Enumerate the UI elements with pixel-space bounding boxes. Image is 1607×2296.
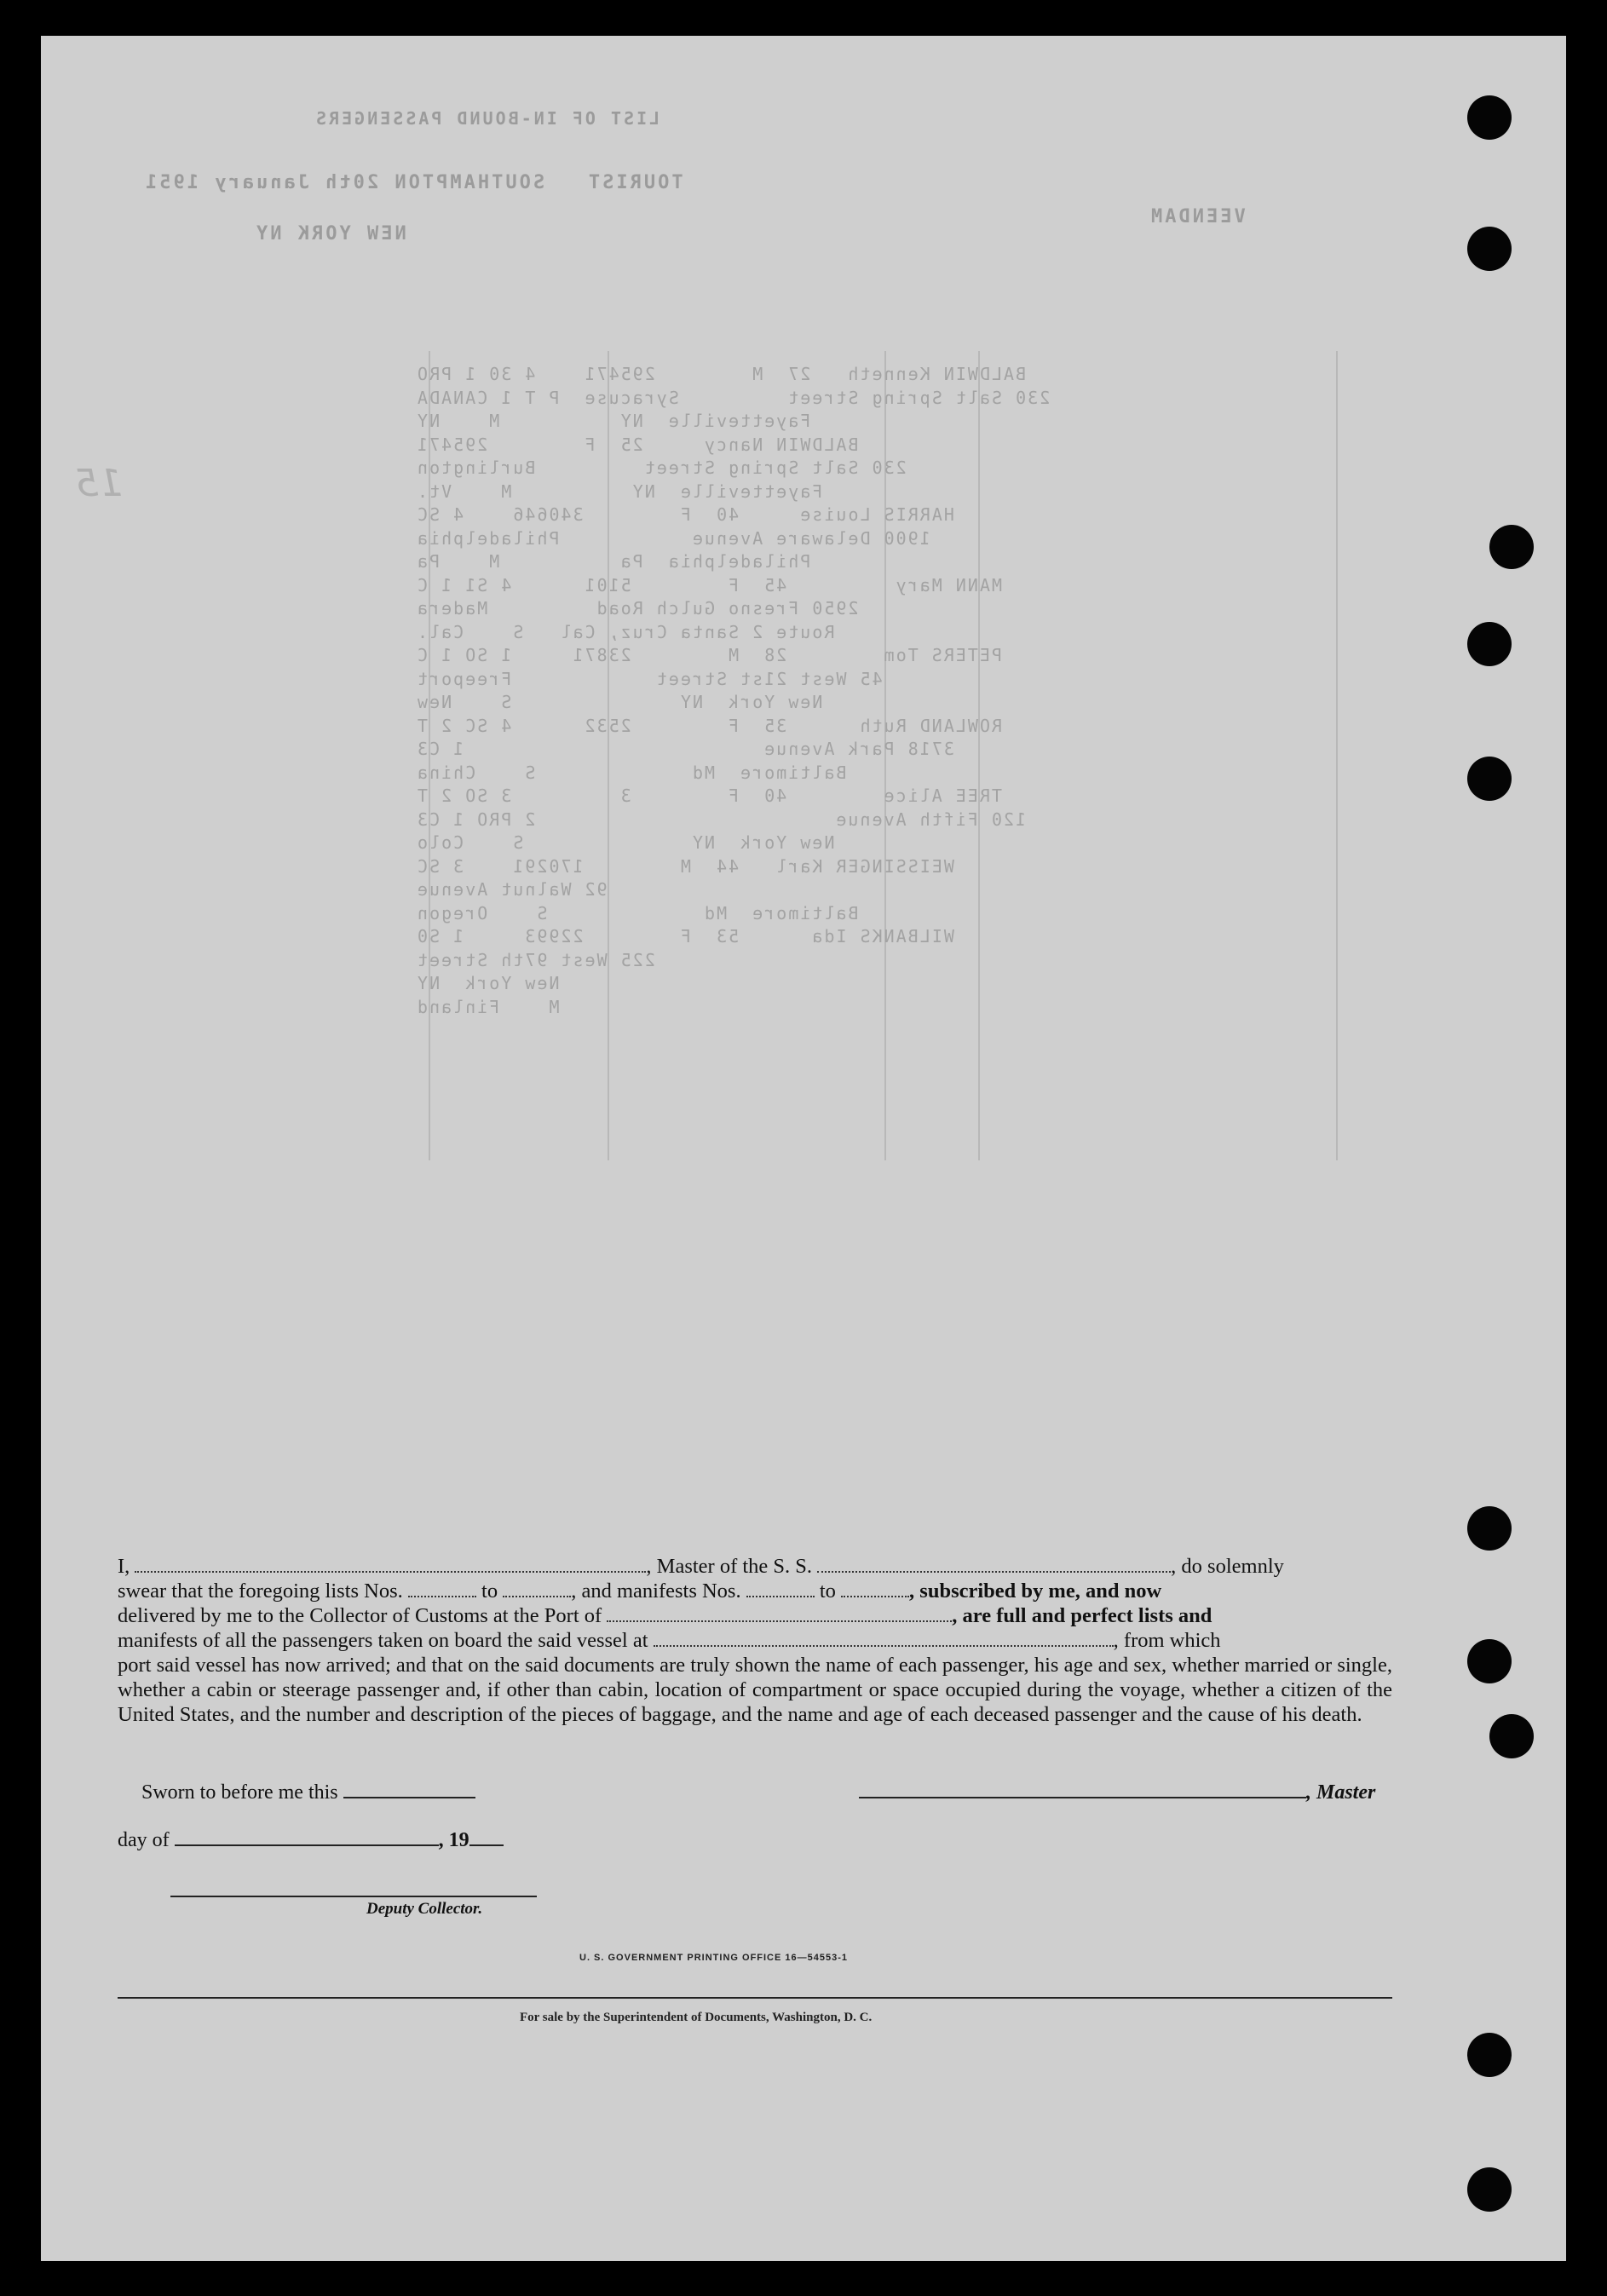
punch-hole: [1489, 525, 1534, 569]
ghost-record-line: 230 Salt Spring Street Syracuse P T 1 CANADA: [416, 387, 1051, 408]
year-label: , 19: [438, 1829, 469, 1851]
ghost-title: LIST OF IN-BOUND PASSENGERS: [314, 108, 660, 129]
oath-i: I,: [118, 1555, 130, 1578]
sworn-row: [141, 1780, 475, 1804]
day-of-label: day of: [118, 1829, 170, 1851]
ghost-record-line: Fayetteville NY M NY: [416, 411, 811, 431]
column-rule: [1336, 351, 1338, 1160]
ghost-record-line: New York NY S New: [416, 692, 823, 712]
departure-port-blank[interactable]: [654, 1630, 1114, 1647]
ghost-record-line: 1900 Delaware Avenue Philadelphia: [416, 527, 930, 549]
punch-hole: [1467, 622, 1512, 666]
lists-to-blank[interactable]: [503, 1580, 571, 1597]
master-label: , Master: [1306, 1781, 1376, 1804]
ghost-vessel-name: VEENDAM: [1149, 206, 1246, 227]
oath-paragraph: [118, 1554, 1392, 1727]
day-row: [118, 1827, 504, 1852]
oath-from-which: , from which: [1113, 1629, 1221, 1652]
ghost-record-line: HARRIS Louise 40 F 340646 4 SC: [416, 504, 954, 525]
footer-rule: [118, 1997, 1392, 1999]
year-line[interactable]: [469, 1827, 504, 1846]
punch-hole: [1467, 1639, 1512, 1683]
oath-master-of: , Master of the S. S.: [646, 1555, 813, 1578]
deputy-collector-label: Deputy Collector.: [366, 1900, 483, 1918]
ghost-header-line1: TOURIST SOUTHAMPTON 20th January 1951: [143, 172, 683, 193]
oath-subscribed: , subscribed by me, and now: [909, 1580, 1162, 1603]
ghost-record-line: New York NY: [416, 973, 560, 993]
ghost-record-line: M Finland: [416, 996, 871, 1017]
manifests-from-blank[interactable]: [746, 1580, 815, 1597]
ghost-page-marker: 15: [75, 462, 123, 505]
oath-swear-lists: swear that the foregoing lists Nos.: [118, 1580, 403, 1603]
manifest-page: [41, 36, 1566, 2261]
ghost-record-line: 225 West 97th Street: [416, 949, 655, 970]
ghost-record-line: 3718 Park Avenue 1 C3: [416, 739, 954, 759]
ship-name-blank[interactable]: [817, 1556, 1171, 1573]
ghost-record-line: 45 West 21st Street Freeport: [416, 668, 883, 689]
ghost-record-line: Baltimore Md S Oregon: [416, 902, 859, 924]
punch-hole: [1467, 95, 1512, 140]
sworn-date-line[interactable]: [343, 1780, 475, 1798]
ghost-record-line: Baltimore Md S China: [416, 762, 847, 783]
master-name-blank[interactable]: [135, 1556, 646, 1573]
manifests-to-blank[interactable]: [841, 1580, 909, 1597]
ghost-record-line: MANN Mary 45 F 5101 4 S1 1 C: [416, 574, 1003, 596]
deputy-signature-line[interactable]: [170, 1896, 537, 1897]
ghost-record-line: 230 Salt Spring Street Burlington: [416, 457, 907, 478]
punch-hole: [1467, 757, 1512, 801]
ghost-record-line: WILBANKS Ida 53 F 22993 1 S0: [416, 926, 954, 947]
punch-hole: [1467, 1506, 1512, 1551]
ghost-record-line: Route 2 Santa Cruz, Cal S Cal.: [416, 621, 835, 642]
ghost-record-line: WEISSINGER Karl 44 M 170291 3 SC: [416, 855, 954, 877]
footer-sale-note: For sale by the Superintendent of Documents, Washington, D. C.: [520, 2011, 873, 2024]
oath-delivered: delivered by me to the Collector of Customs at the Port of: [118, 1604, 602, 1627]
punch-hole: [1489, 1714, 1534, 1758]
lists-from-blank[interactable]: [408, 1580, 476, 1597]
punch-hole: [1467, 2033, 1512, 2077]
day-of-line[interactable]: [175, 1827, 439, 1846]
ghost-record-line: BALDWIN Kenneth 27 M 295471 4 30 1 PRO: [416, 364, 1027, 384]
ghost-record-line: New York NY S Colo: [416, 832, 835, 853]
ghost-record-line: 120 Fifth Avenue 2 PRO 1 C3: [416, 808, 1027, 830]
punch-hole: [1467, 2167, 1512, 2212]
oath-to-1: to: [481, 1580, 498, 1603]
port-blank[interactable]: [607, 1605, 952, 1622]
oath-are-full: , are full and perfect lists and: [952, 1604, 1212, 1627]
punch-hole: [1467, 227, 1512, 271]
ghost-record-line: 92 Walnut Avenue: [416, 879, 608, 900]
column-rule: [978, 351, 980, 1160]
ghost-record-line: Fayetteville NY M Vt.: [416, 480, 823, 502]
ghost-record-line: BALDWIN Nancy 25 F 295471: [416, 434, 859, 455]
master-signature-line[interactable]: [859, 1780, 1306, 1798]
ghost-record-line: TREE Alice 40 F 3 3 SO 2 T: [416, 785, 1003, 806]
oath-and-manifests: , and manifests Nos.: [571, 1580, 741, 1603]
ghost-record-line: PETERS Tom 28 M 23871 1 SO 1 C: [416, 645, 1003, 665]
oath-body: port said vessel has now arrived; and that on the said documents are truly shown the name of each passenger, his age and sex, whether married or single, whether a cabin or steerage passenger and, if other than cabin, location of compartment or space occupied during the voyage, whether a citizen of the United States, and the number and description of the pieces of baggage, and the name and age of each deceased passenger and the cause of his death.: [118, 1654, 1392, 1726]
oath-to-2: to: [819, 1580, 836, 1603]
ghost-record-line: 2950 Fresno Gulch Road Madera: [416, 598, 859, 619]
oath-manifests-all: manifests of all the passengers taken on board the said vessel at: [118, 1629, 648, 1652]
master-signature-row: [859, 1780, 1375, 1804]
printing-office-line: U. S. GOVERNMENT PRINTING OFFICE 16—54553-1: [579, 1953, 849, 1963]
ghost-header-line2: NEW YORK NY: [254, 223, 406, 245]
ghost-record-line: Philadelphia Pa M Pa: [416, 551, 811, 572]
oath-do-solemnly: , do solemnly: [1171, 1555, 1284, 1578]
sworn-label: Sworn to before me this: [141, 1781, 338, 1804]
ghost-record-line: ROWLAND Ruth 35 F 2532 4 SC 2 T: [416, 715, 1003, 736]
